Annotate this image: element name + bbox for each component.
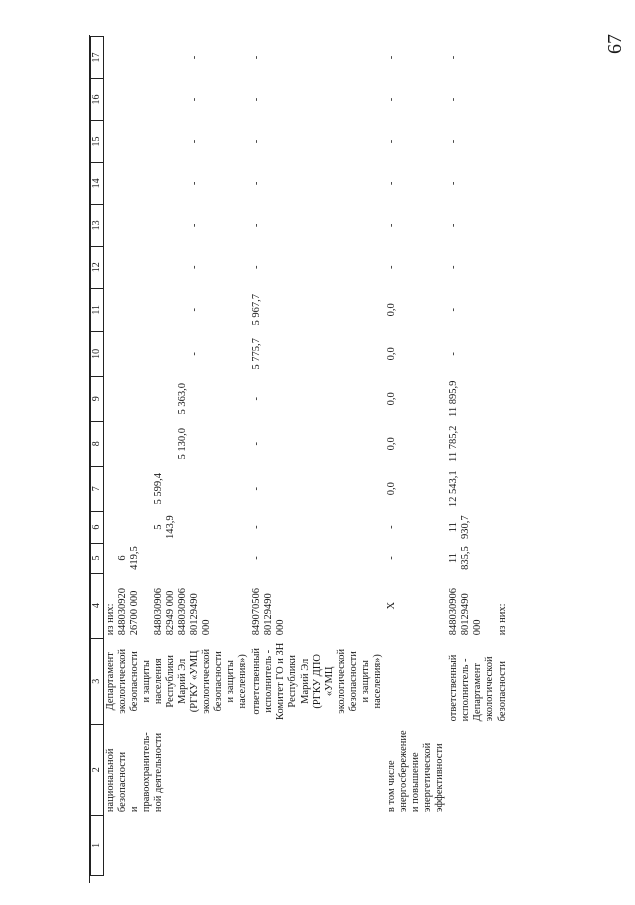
row-2-col-12: -: [251, 265, 263, 270]
row-2-col-8: -: [251, 442, 263, 446]
row-4-col-14: -: [448, 181, 460, 186]
row-1-col-14: -: [188, 181, 200, 186]
col-number-4: 4: [91, 573, 104, 638]
row-4-col-13: -: [448, 223, 460, 228]
col-number-14: 14: [91, 162, 104, 204]
row-3-col-4: X: [385, 601, 397, 610]
row-3-col-16: -: [385, 97, 397, 102]
col-number-12: 12: [91, 246, 104, 288]
row-3-col-13: -: [385, 223, 397, 228]
row-1-col-6: 5 143,9: [152, 515, 176, 539]
row-2-col-10: 5 775,7: [251, 338, 263, 370]
row-3-col-3: [385, 638, 447, 724]
col-number-2: 2: [91, 724, 104, 815]
row-3-col-10: 0,0: [385, 347, 397, 361]
col-number-17: 17: [91, 37, 104, 79]
row-4-col-15: -: [448, 139, 460, 144]
row-1-col-2: национальной безопасности и правоохранитель- ной деятельности: [104, 732, 164, 813]
row-2-col-11: 5 967,7: [251, 294, 263, 326]
row-1-col-1: [103, 815, 250, 875]
row-4-col-8: 11 785,2: [448, 425, 460, 462]
col-number-10: 10: [91, 331, 104, 376]
column-number-row: [91, 37, 104, 876]
row-2-col-13: -: [251, 223, 263, 228]
row-2-col-7: -: [251, 486, 263, 491]
col-number-9: 9: [91, 376, 104, 421]
row-2-col-6: -: [251, 525, 263, 529]
budget-table-sheet: [90, 36, 508, 876]
row-1-col-7: 5 599,4: [152, 472, 164, 505]
table-row: [447, 37, 509, 876]
col-number-6: 6: [91, 511, 104, 543]
row-3-col-8: 0,0: [385, 437, 397, 451]
col-number-1: 1: [91, 815, 104, 875]
row-4-col-2: [447, 724, 509, 815]
col-number-11: 11: [91, 288, 104, 331]
row-3-col-7: 0,0: [385, 482, 397, 496]
table-row: [385, 37, 447, 876]
row-2-col-9: -: [251, 397, 263, 401]
row-2-col-1: [250, 815, 385, 875]
row-1-col-15: -: [188, 139, 200, 144]
row-4-col-3: ответственный исполнитель - Департамент экологической безопасности: [448, 654, 508, 722]
row-2-col-17: -: [251, 55, 263, 60]
col-number-3: 3: [91, 638, 104, 724]
row-4-col-6: 11 930,7: [448, 515, 472, 539]
col-number-7: 7: [91, 466, 104, 511]
col-number-8: 8: [91, 421, 104, 466]
row-3-col-2: в том числе энергосбережение и повышение энергетической эффективности: [385, 730, 446, 813]
budget-table: [90, 36, 510, 876]
row-4-col-4: 848030906 80129490 000 из них:: [448, 587, 508, 636]
row-2-col-3: ответственный исполнитель - Комитет ГО и ЗН Республики Марий Эл (РГКУ ДПО «УМЦ экологической безопасности и защиты населения»): [251, 642, 383, 720]
row-1-col-13: -: [188, 223, 200, 228]
page-number: 67: [604, 34, 626, 54]
row-2-col-14: -: [251, 181, 263, 186]
col-number-13: 13: [91, 204, 104, 246]
row-4-col-7: 12 543,1: [448, 470, 460, 508]
row-3-col-14: -: [385, 181, 397, 186]
row-1-col-11: -: [188, 308, 200, 312]
col-number-15: 15: [91, 121, 104, 163]
page-edge-rule: [89, 35, 90, 883]
row-4-col-11: -: [448, 308, 460, 312]
row-4-col-1: [447, 815, 509, 875]
row-3-col-5: -: [385, 556, 397, 560]
row-3-col-11: 0,0: [385, 303, 397, 317]
row-4-col-12: -: [448, 265, 460, 270]
col-number-5: 5: [91, 543, 104, 573]
col-number-16: 16: [91, 79, 104, 121]
row-3-col-1: [385, 815, 447, 875]
row-4-col-5: 11 835,5: [448, 546, 472, 570]
row-2-col-4: 849070506 80129490 000: [251, 587, 287, 636]
row-4-col-9: 11 895,9: [448, 380, 460, 417]
table-row: [250, 37, 385, 876]
row-3-col-9: 0,0: [385, 392, 397, 406]
row-3-col-6: -: [385, 525, 397, 529]
row-1-col-5: 6 419,5: [116, 546, 140, 570]
row-1-col-9: 5 363,0: [176, 383, 188, 415]
row-4-col-16: -: [448, 97, 460, 102]
row-1-col-10: -: [188, 352, 200, 356]
row-3-col-15: -: [385, 139, 397, 144]
row-1-col-4: из них: 848030920 26700 000 848030906 82949 000 848030906 80129490 000: [104, 587, 212, 636]
row-1-col-16: -: [188, 97, 200, 102]
row-2-col-16: -: [251, 97, 263, 102]
row-2-col-2: [250, 724, 385, 815]
row-4-col-10: -: [448, 352, 460, 356]
table-row: [103, 37, 250, 876]
row-4-col-17: -: [448, 55, 460, 60]
row-1-col-12: -: [188, 265, 200, 270]
row-2-col-15: -: [251, 139, 263, 144]
row-3-col-12: -: [385, 265, 397, 270]
row-3-col-17: -: [385, 55, 397, 60]
row-1-col-3: Департамент экологической безопасности и защиты населения Республики Марий Эл (РГКУ «УМЦ экологической безопасности и защиты населения»): [104, 648, 249, 714]
row-1-col-8: 5 130,0: [176, 428, 188, 460]
row-2-col-5: -: [251, 556, 263, 560]
row-1-col-17: -: [188, 55, 200, 60]
